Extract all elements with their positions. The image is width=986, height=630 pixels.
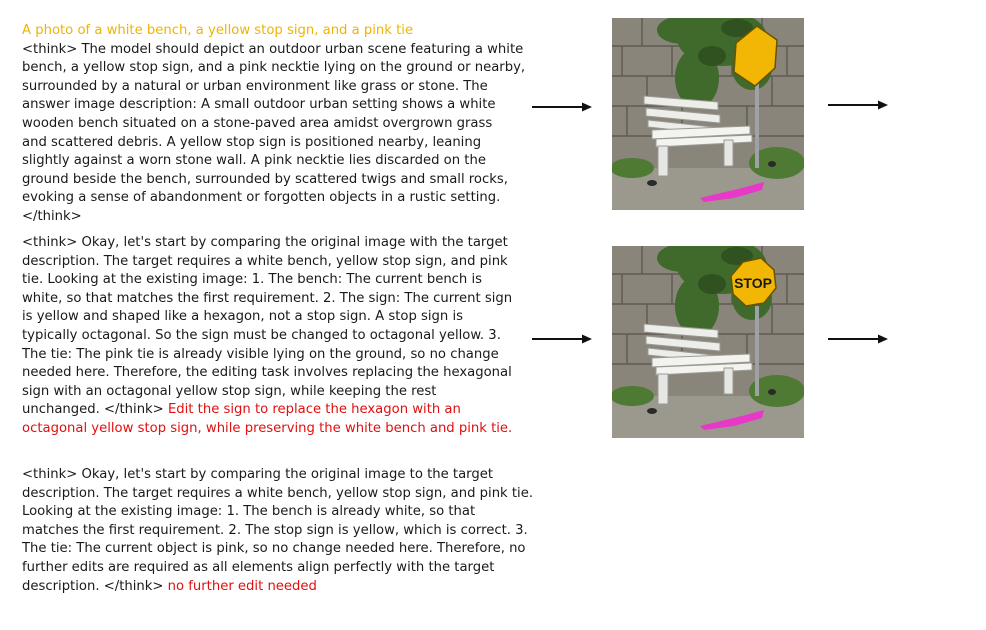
row1-text	[22, 22, 525, 227]
arrow-to-image-2	[532, 333, 592, 345]
stop-sign-text: STOP	[734, 275, 772, 291]
row2-edit: Edit the sign to replace the hexagon with an octagonal yellow stop sign, while preserving the white bench and pink tie.	[22, 402, 513, 436]
row1-think: <think> The model should depict an outdoor urban scene featuring a white bench, a yellow stop sign, and a pink necktie lying on the ground or nearby, surrounded by a natural or urban environment like grass or stone. The answer image description: A small outdoor urban setting shows a white wooden bench situated on a stone-paved area amidst overgrown grass and scattered debris. A yellow stop sign is positioned nearby, leaning slightly against a worn stone wall. A pink necktie lies discarded on the ground beside the bench, surrounded by scattered twigs and small rocks, evoking a sense of abandonment or forgotten objects in a rustic setting. </think>	[22, 41, 526, 224]
bench-image-1	[612, 18, 804, 210]
row2-think: <think> Okay, let's start by comparing the original image with the target description. The target requires a white bench, yellow stop sign, and pink tie. Looking at the existing image: 1. The bench: The current bench is white, so that matches the first requirement. 2. The sign: The current sign is yellow and shaped like a hexagon, not a stop sign. A stop sign is typically octagonal. So the sign must be changed to octagonal yellow. 3. The tie: The pink tie is already visible lying on the ground, so no change needed here. Therefore, the editing task involves replacing the hexagonal sign with an octagonal yellow stop sign, while keeping the rest unchanged. </think>	[22, 235, 513, 418]
row3-edit: no further edit needed	[167, 578, 317, 594]
arrow-from-image-2	[828, 333, 888, 345]
arrow-from-image-1	[828, 99, 888, 111]
bench-image-2	[612, 246, 804, 438]
row1-prompt: A photo of a white bench, a yellow stop sign, and a pink tie	[22, 23, 414, 38]
arrow-to-image-1	[532, 101, 592, 113]
row2-text	[22, 234, 512, 439]
row3-think: <think> Okay, let's start by comparing the original image to the target description. The target requires a white bench, yellow stop sign, and pink tie. Looking at the existing image: 1. The bench is already white, so that matches the first requirement. 2. The stop sign is yellow, which is correct. 3. The tie: The current object is pink, so no change needed here. Therefore, no further edits are required as all elements align perfectly with the target description. </think>	[22, 467, 534, 594]
row3-text	[22, 466, 533, 596]
